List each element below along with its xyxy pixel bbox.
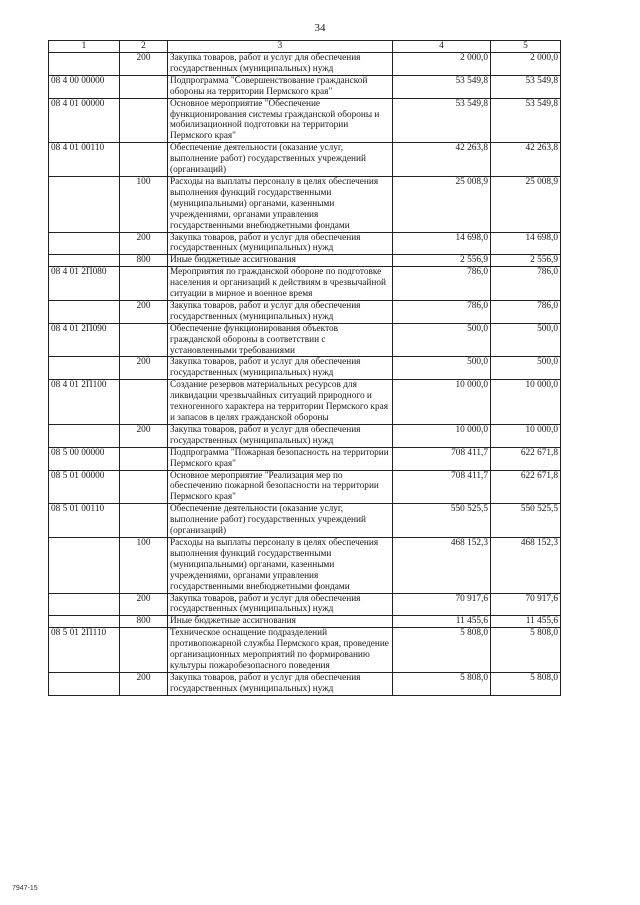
table-row <box>49 537 561 593</box>
table-row <box>49 255 561 267</box>
row-name: Закупка товаров, работ и услуг для обеспечения государственных (муниципальных) нужд <box>168 300 393 323</box>
row-value-2: 53 549,8 <box>491 75 561 98</box>
row-name: Основное мероприятие "Реализация мер по обеспечению пожарной безопасности на территории Пермского края" <box>168 470 393 504</box>
row-expense-type <box>120 267 168 301</box>
row-code <box>49 672 120 695</box>
row-value-1: 2 000,0 <box>393 53 491 76</box>
row-name: Основное мероприятие "Обеспечение функционирования системы гражданской обороны и мобилизационной подготовки на территории Пермского края" <box>168 98 393 143</box>
row-code <box>49 424 120 447</box>
row-expense-type: 200 <box>120 424 168 447</box>
row-value-1: 42 263,8 <box>393 143 491 177</box>
row-expense-type <box>120 470 168 504</box>
col-header: 5 <box>491 41 561 53</box>
col-header: 4 <box>393 41 491 53</box>
row-expense-type: 200 <box>120 357 168 380</box>
row-value-1: 2 556,9 <box>393 255 491 267</box>
row-value-2: 468 152,3 <box>491 537 561 593</box>
row-name: Обеспечение функционирования объектов гражданской обороны в соответствии с установленными требованиями <box>168 323 393 357</box>
row-expense-type: 100 <box>120 176 168 232</box>
row-code: 08 5 01 00000 <box>49 470 120 504</box>
row-value-1: 70 917,6 <box>393 593 491 616</box>
col-header: 1 <box>49 41 120 53</box>
budget-table <box>48 40 561 696</box>
row-code: 08 4 00 00000 <box>49 75 120 98</box>
row-value-2: 2 000,0 <box>491 53 561 76</box>
row-name: Закупка товаров, работ и услуг для обеспечения государственных (муниципальных) нужд <box>168 593 393 616</box>
row-expense-type: 200 <box>120 232 168 255</box>
row-value-2: 5 808,0 <box>491 672 561 695</box>
table-row <box>49 357 561 380</box>
row-expense-type <box>120 75 168 98</box>
row-expense-type <box>120 323 168 357</box>
table-row <box>49 504 561 538</box>
row-value-1: 708 411,7 <box>393 470 491 504</box>
row-name: Иные бюджетные ассигнования <box>168 616 393 628</box>
row-value-2: 25 008,9 <box>491 176 561 232</box>
table-row <box>49 53 561 76</box>
row-value-2: 500,0 <box>491 357 561 380</box>
table-row <box>49 232 561 255</box>
row-value-2: 786,0 <box>491 267 561 301</box>
row-name: Закупка товаров, работ и услуг для обеспечения государственных (муниципальных) нужд <box>168 424 393 447</box>
table-row <box>49 75 561 98</box>
table-row <box>49 323 561 357</box>
row-value-1: 5 808,0 <box>393 672 491 695</box>
row-value-1: 53 549,8 <box>393 98 491 143</box>
row-value-1: 500,0 <box>393 323 491 357</box>
row-value-2: 53 549,8 <box>491 98 561 143</box>
page-number: 34 <box>314 22 326 34</box>
row-value-1: 10 000,0 <box>393 380 491 425</box>
row-expense-type <box>120 143 168 177</box>
table-row <box>49 143 561 177</box>
row-value-1: 708 411,7 <box>393 447 491 470</box>
table-row <box>49 470 561 504</box>
header-row <box>49 41 561 53</box>
row-code <box>49 300 120 323</box>
row-expense-type: 800 <box>120 616 168 628</box>
table-row <box>49 628 561 673</box>
row-value-1: 500,0 <box>393 357 491 380</box>
row-expense-type: 200 <box>120 300 168 323</box>
row-code: 08 4 01 2П080 <box>49 267 120 301</box>
row-code: 08 4 01 00110 <box>49 143 120 177</box>
table-row <box>49 672 561 695</box>
row-expense-type: 200 <box>120 672 168 695</box>
row-name: Техническое оснащение подразделений противопожарной службы Пермского края, проведение организационных мероприятий по формированию культуры пожаробезопасного поведения <box>168 628 393 673</box>
row-code: 08 4 01 2П100 <box>49 380 120 425</box>
row-expense-type: 100 <box>120 537 168 593</box>
row-value-2: 622 671,8 <box>491 470 561 504</box>
row-name: Подпрограмма "Пожарная безопасность на территории Пермского края" <box>168 447 393 470</box>
row-name: Закупка товаров, работ и услуг для обеспечения государственных (муниципальных) нужд <box>168 357 393 380</box>
row-value-2: 14 698,0 <box>491 232 561 255</box>
table-row <box>49 447 561 470</box>
table-row <box>49 267 561 301</box>
row-name: Закупка товаров, работ и услуг для обеспечения государственных (муниципальных) нужд <box>168 232 393 255</box>
row-value-1: 550 525,5 <box>393 504 491 538</box>
row-name: Закупка товаров, работ и услуг для обеспечения государственных (муниципальных) нужд <box>168 53 393 76</box>
row-code <box>49 255 120 267</box>
table-row <box>49 380 561 425</box>
table-row <box>49 424 561 447</box>
row-name: Иные бюджетные ассигнования <box>168 255 393 267</box>
row-code <box>49 537 120 593</box>
col-header: 3 <box>168 41 393 53</box>
row-value-1: 468 152,3 <box>393 537 491 593</box>
row-code <box>49 616 120 628</box>
row-value-1: 53 549,8 <box>393 75 491 98</box>
table-row <box>49 593 561 616</box>
col-header: 2 <box>120 41 168 53</box>
row-expense-type: 200 <box>120 593 168 616</box>
row-value-1: 786,0 <box>393 267 491 301</box>
row-code: 08 4 01 2П090 <box>49 323 120 357</box>
row-code: 08 4 01 00000 <box>49 98 120 143</box>
row-name: Создание резервов материальных ресурсов для ликвидации чрезвычайных ситуаций природного и техногенного характера на территории Пермского края и запасов в целях гражданской обороны <box>168 380 393 425</box>
row-code <box>49 176 120 232</box>
row-value-2: 42 263,8 <box>491 143 561 177</box>
row-expense-type <box>120 628 168 673</box>
row-code <box>49 593 120 616</box>
row-value-1: 786,0 <box>393 300 491 323</box>
row-value-2: 11 455,6 <box>491 616 561 628</box>
row-code <box>49 53 120 76</box>
table-row <box>49 98 561 143</box>
row-expense-type: 200 <box>120 53 168 76</box>
row-value-2: 500,0 <box>491 323 561 357</box>
row-expense-type <box>120 380 168 425</box>
row-name: Закупка товаров, работ и услуг для обеспечения государственных (муниципальных) нужд <box>168 672 393 695</box>
row-value-1: 14 698,0 <box>393 232 491 255</box>
row-value-2: 550 525,5 <box>491 504 561 538</box>
row-name: Обеспечение деятельности (оказание услуг, выполнение работ) государственных учреждений (организаций) <box>168 143 393 177</box>
row-value-2: 10 000,0 <box>491 380 561 425</box>
table-row <box>49 176 561 232</box>
row-code: 08 5 01 00110 <box>49 504 120 538</box>
row-name: Обеспечение деятельности (оказание услуг, выполнение работ) государственных учреждений (организаций) <box>168 504 393 538</box>
row-name: Мероприятия по гражданской обороне по подготовке населения и организаций к действиям в чрезвычайной ситуации в мирное и военное время <box>168 267 393 301</box>
row-code <box>49 232 120 255</box>
row-value-2: 10 000,0 <box>491 424 561 447</box>
row-expense-type <box>120 98 168 143</box>
table-row <box>49 300 561 323</box>
row-value-1: 25 008,9 <box>393 176 491 232</box>
row-name: Расходы на выплаты персоналу в целях обеспечения выполнения функций государственными (муниципальными) органами, казенными учреждениями, органами управления государственными внебюджетными фондами <box>168 176 393 232</box>
row-value-2: 2 556,9 <box>491 255 561 267</box>
row-code: 08 5 01 2П110 <box>49 628 120 673</box>
row-name: Расходы на выплаты персоналу в целях обеспечения выполнения функций государственными (муниципальными) органами, казенными учреждениями, органами управления государственными внебюджетными фондами <box>168 537 393 593</box>
table-row <box>49 616 561 628</box>
row-value-1: 11 455,6 <box>393 616 491 628</box>
row-value-2: 70 917,6 <box>491 593 561 616</box>
row-value-2: 786,0 <box>491 300 561 323</box>
row-value-1: 5 808,0 <box>393 628 491 673</box>
row-code: 08 5 00 00000 <box>49 447 120 470</box>
row-name: Подпрограмма "Совершенствование гражданской обороны на территории Пермского края" <box>168 75 393 98</box>
row-expense-type <box>120 447 168 470</box>
row-value-2: 622 671,8 <box>491 447 561 470</box>
document-code: 7947-15 <box>12 885 38 892</box>
row-expense-type <box>120 504 168 538</box>
row-value-1: 10 000,0 <box>393 424 491 447</box>
row-value-2: 5 808,0 <box>491 628 561 673</box>
row-expense-type: 800 <box>120 255 168 267</box>
row-code <box>49 357 120 380</box>
